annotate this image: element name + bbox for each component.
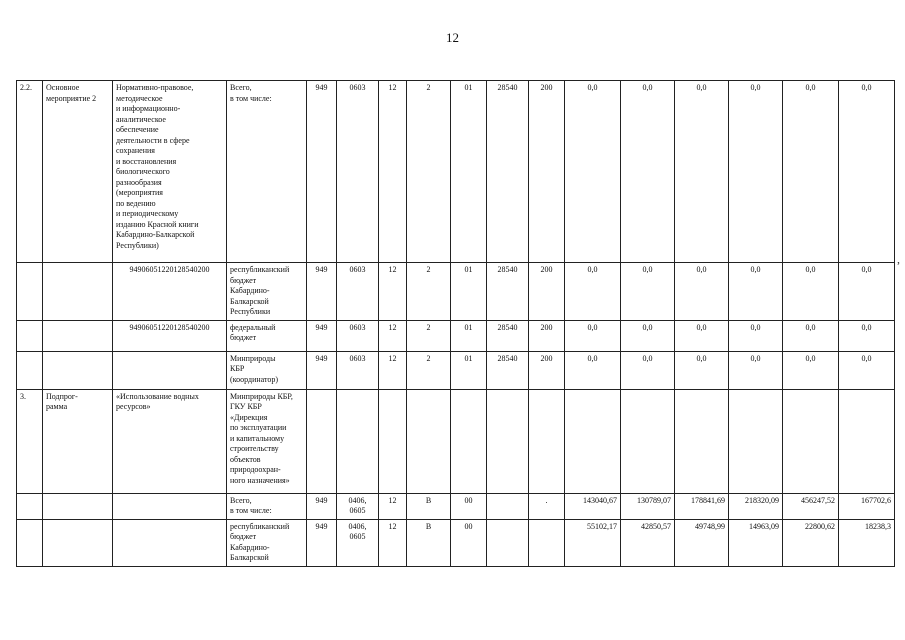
value-year-2: 130789,07: [621, 493, 675, 519]
grbs-code: 949: [307, 493, 337, 519]
om-code: 00: [451, 519, 487, 566]
table-row: [17, 493, 895, 519]
value-year-5: 0,0: [783, 81, 839, 263]
rzpr-code: 0406, 0605: [337, 493, 379, 519]
event-name: Основное мероприятие 2: [43, 81, 113, 263]
value-year-3: 0,0: [675, 351, 729, 389]
value-year-4: 0,0: [729, 320, 783, 351]
table-row: [17, 389, 895, 493]
value-year-6: 0,0: [839, 263, 895, 321]
table-row: [17, 320, 895, 351]
value-year-2: 0,0: [621, 81, 675, 263]
rzpr-code: 0603: [337, 81, 379, 263]
value-year-1: 0,0: [565, 81, 621, 263]
margin-mark: ,: [897, 252, 900, 266]
responsible-executor: Минприроды КБР, ГКУ КБР «Дирекция по эксплуатации и капитальному строительству объектов природоохран- ного назначения»: [227, 389, 307, 493]
rzpr-code: 0603: [337, 320, 379, 351]
grbs-code: 949: [307, 320, 337, 351]
value-year-1: 55102,17: [565, 519, 621, 566]
value-year-2: 0,0: [621, 320, 675, 351]
value-year-1: 0,0: [565, 351, 621, 389]
subprogram-description: «Использование водных ресурсов»: [113, 389, 227, 493]
row-number: 2.2.: [17, 81, 43, 263]
value-year-6: 0,0: [839, 351, 895, 389]
grbs-code: 949: [307, 519, 337, 566]
value-year-4: 0,0: [729, 81, 783, 263]
event-description: Нормативно-правовое, методическое и информационно- аналитическое обеспечение деятельности в сфере сохранения и восстановления биологического разнообразия (мероприятия по ведению и периодическому изданию Красной книги Кабардино-Балкарской Республики): [113, 81, 227, 263]
om-code: 01: [451, 320, 487, 351]
pgp-code: 2: [407, 263, 451, 321]
vr-code: .: [529, 493, 565, 519]
row-number: 3.: [17, 389, 43, 493]
value-year-1: 143040,67: [565, 493, 621, 519]
subprogram-name: Подпрог- рамма: [43, 389, 113, 493]
vr-code: 200: [529, 81, 565, 263]
funding-source: республиканский бюджет Кабардино- Балкарской: [227, 519, 307, 566]
value-year-2: 0,0: [621, 351, 675, 389]
gp-code: 12: [379, 263, 407, 321]
value-year-5: 0,0: [783, 351, 839, 389]
page-number: 12: [446, 30, 459, 45]
table-row: [17, 81, 895, 263]
rzpr-code: 0603: [337, 351, 379, 389]
pgp-code: 2: [407, 81, 451, 263]
vr-code: [529, 519, 565, 566]
gp-code: 12: [379, 81, 407, 263]
direction-code: 28540: [487, 263, 529, 321]
funding-source: Минприроды КБР (координатор): [227, 351, 307, 389]
value-year-3: 0,0: [675, 263, 729, 321]
direction-code: 28540: [487, 81, 529, 263]
budget-table: [16, 80, 895, 567]
rzpr-code: 0603: [337, 263, 379, 321]
value-year-5: 0,0: [783, 263, 839, 321]
value-year-4: 14963,09: [729, 519, 783, 566]
funding-source: федеральный бюджет: [227, 320, 307, 351]
value-year-6: 18238,3: [839, 519, 895, 566]
table-row: [17, 351, 895, 389]
direction-code: 28540: [487, 351, 529, 389]
value-year-3: 0,0: [675, 320, 729, 351]
value-year-5: 0,0: [783, 320, 839, 351]
table-row: [17, 519, 895, 566]
pgp-code: В: [407, 493, 451, 519]
value-year-3: 178841,69: [675, 493, 729, 519]
value-year-2: 42850,57: [621, 519, 675, 566]
table-row: [17, 263, 895, 321]
value-year-1: 0,0: [565, 263, 621, 321]
grbs-code: 949: [307, 351, 337, 389]
value-year-2: 0,0: [621, 263, 675, 321]
value-year-4: 0,0: [729, 263, 783, 321]
pgp-code: В: [407, 519, 451, 566]
kbk-code: 94906051220128540200: [113, 320, 227, 351]
value-year-6: 167702,6: [839, 493, 895, 519]
value-year-6: 0,0: [839, 81, 895, 263]
direction-code: [487, 493, 529, 519]
funding-source: Всего, в том числе:: [227, 493, 307, 519]
value-year-4: 0,0: [729, 351, 783, 389]
direction-code: [487, 519, 529, 566]
om-code: 01: [451, 81, 487, 263]
gp-code: 12: [379, 519, 407, 566]
rzpr-code: 0406, 0605: [337, 519, 379, 566]
vr-code: 200: [529, 351, 565, 389]
funding-source: Всего, в том числе:: [227, 81, 307, 263]
om-code: 01: [451, 263, 487, 321]
value-year-4: 218320,09: [729, 493, 783, 519]
om-code: 00: [451, 493, 487, 519]
vr-code: 200: [529, 263, 565, 321]
pgp-code: 2: [407, 320, 451, 351]
vr-code: 200: [529, 320, 565, 351]
pgp-code: 2: [407, 351, 451, 389]
gp-code: 12: [379, 320, 407, 351]
value-year-6: 0,0: [839, 320, 895, 351]
grbs-code: 949: [307, 263, 337, 321]
value-year-5: 456247,52: [783, 493, 839, 519]
direction-code: 28540: [487, 320, 529, 351]
kbk-code: 94906051220128540200: [113, 263, 227, 321]
funding-source: республиканский бюджет Кабардино- Балкарской Республики: [227, 263, 307, 321]
gp-code: 12: [379, 351, 407, 389]
om-code: 01: [451, 351, 487, 389]
value-year-1: 0,0: [565, 320, 621, 351]
value-year-5: 22800,62: [783, 519, 839, 566]
value-year-3: 0,0: [675, 81, 729, 263]
value-year-3: 49748,99: [675, 519, 729, 566]
grbs-code: 949: [307, 81, 337, 263]
gp-code: 12: [379, 493, 407, 519]
